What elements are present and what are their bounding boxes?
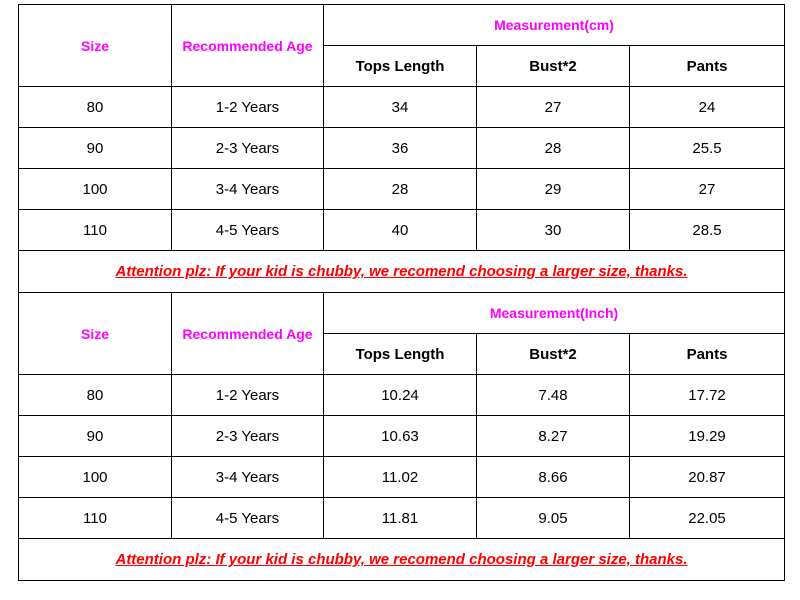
tops-length-header: Tops Length xyxy=(324,46,477,87)
age-column-header: Recommended Age xyxy=(172,293,324,375)
tops-length-header: Tops Length xyxy=(324,334,477,375)
tops-length-cell: 11.81 xyxy=(324,498,477,539)
tops-length-cell: 40 xyxy=(324,210,477,251)
size-column-header: Size xyxy=(19,5,172,87)
size-cell: 110 xyxy=(19,498,172,539)
bust-cell: 9.05 xyxy=(477,498,630,539)
table-row xyxy=(19,128,785,169)
pants-cell: 24 xyxy=(630,87,785,128)
size-table xyxy=(18,4,785,581)
tops-length-cell: 34 xyxy=(324,87,477,128)
tops-length-cell: 28 xyxy=(324,169,477,210)
pants-header: Pants xyxy=(630,46,785,87)
bust-cell: 8.66 xyxy=(477,457,630,498)
age-cell: 2-3 Years xyxy=(172,416,324,457)
tops-length-cell: 36 xyxy=(324,128,477,169)
age-cell: 1-2 Years xyxy=(172,87,324,128)
tops-length-cell: 11.02 xyxy=(324,457,477,498)
chubby-size-note: Attention plz: If your kid is chubby, we recomend choosing a larger size, thanks. xyxy=(115,263,688,280)
age-column-header: Recommended Age xyxy=(172,5,324,87)
bust-cell: 8.27 xyxy=(477,416,630,457)
size-cell: 100 xyxy=(19,457,172,498)
measurement-inch-header: Measurement(Inch) xyxy=(324,293,785,334)
size-cell: 80 xyxy=(19,87,172,128)
table-row xyxy=(19,375,785,416)
bust-cell: 28 xyxy=(477,128,630,169)
pants-cell: 27 xyxy=(630,169,785,210)
note-row xyxy=(19,539,785,581)
chubby-size-note: Attention plz: If your kid is chubby, we recomend choosing a larger size, thanks. xyxy=(115,551,688,568)
note-cell xyxy=(19,539,785,581)
tops-length-cell: 10.24 xyxy=(324,375,477,416)
size-column-header: Size xyxy=(19,293,172,375)
bust-cell: 27 xyxy=(477,87,630,128)
bust-header: Bust*2 xyxy=(477,334,630,375)
pants-cell: 17.72 xyxy=(630,375,785,416)
pants-cell: 20.87 xyxy=(630,457,785,498)
bust-cell: 29 xyxy=(477,169,630,210)
table-row xyxy=(19,498,785,539)
pants-cell: 28.5 xyxy=(630,210,785,251)
size-cell: 90 xyxy=(19,128,172,169)
bust-header: Bust*2 xyxy=(477,46,630,87)
size-cell: 110 xyxy=(19,210,172,251)
size-cell: 90 xyxy=(19,416,172,457)
size-cell: 80 xyxy=(19,375,172,416)
note-cell xyxy=(19,251,785,293)
inch-header-row xyxy=(19,293,785,334)
age-cell: 1-2 Years xyxy=(172,375,324,416)
pants-cell: 19.29 xyxy=(630,416,785,457)
pants-cell: 25.5 xyxy=(630,128,785,169)
note-row xyxy=(19,251,785,293)
table-row xyxy=(19,457,785,498)
age-cell: 2-3 Years xyxy=(172,128,324,169)
age-cell: 4-5 Years xyxy=(172,498,324,539)
pants-cell: 22.05 xyxy=(630,498,785,539)
bust-cell: 7.48 xyxy=(477,375,630,416)
age-cell: 4-5 Years xyxy=(172,210,324,251)
age-cell: 3-4 Years xyxy=(172,457,324,498)
measurement-cm-header: Measurement(cm) xyxy=(324,5,785,46)
size-cell: 100 xyxy=(19,169,172,210)
table-row xyxy=(19,169,785,210)
table-row xyxy=(19,87,785,128)
size-chart xyxy=(18,4,784,581)
bust-cell: 30 xyxy=(477,210,630,251)
cm-header-row xyxy=(19,5,785,46)
table-row xyxy=(19,416,785,457)
pants-header: Pants xyxy=(630,334,785,375)
age-cell: 3-4 Years xyxy=(172,169,324,210)
tops-length-cell: 10.63 xyxy=(324,416,477,457)
table-row xyxy=(19,210,785,251)
